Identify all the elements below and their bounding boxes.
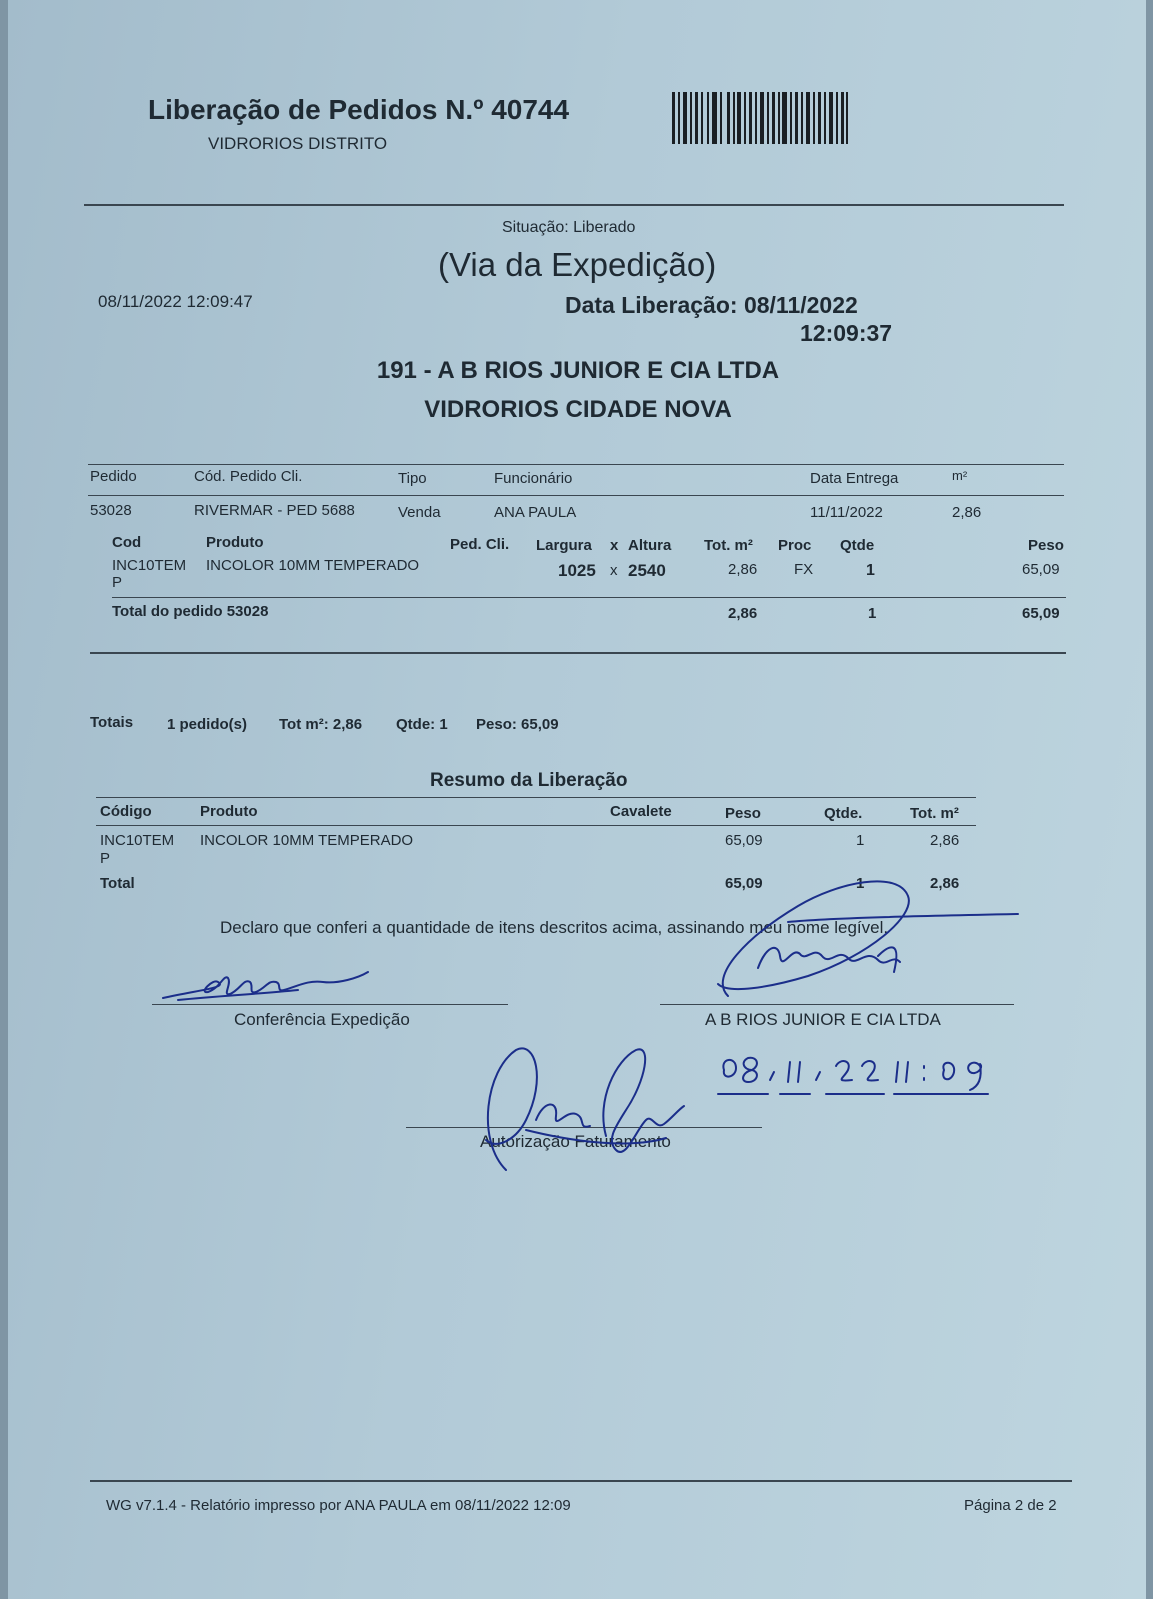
- item-cod-l2: P: [112, 574, 123, 591]
- pedido-numero: 53028: [90, 502, 132, 519]
- resumo-codigo-l2: P: [100, 850, 111, 867]
- item-x: x: [610, 562, 618, 579]
- data-entrega-valor: 11/11/2022: [810, 504, 883, 521]
- col-pedido: Pedido: [90, 468, 137, 485]
- funcionario-valor: ANA PAULA: [494, 504, 577, 521]
- cod-pedido-cli: RIVERMAR - PED 5688: [194, 502, 355, 519]
- resumo-col-codigo: Código: [100, 803, 152, 820]
- empresa-signature: [688, 876, 1028, 1006]
- item-col-tot-m2: Tot. m²: [704, 537, 753, 554]
- totais-pedidos: 1 pedido(s): [167, 716, 248, 733]
- resumo-title: Resumo da Liberação: [430, 770, 628, 791]
- data-liberacao-label: Data Liberação: 08/11/2022: [565, 292, 858, 318]
- item-col-qtde: Qtde: [840, 537, 875, 554]
- pedido-header-divider: [88, 495, 1064, 496]
- resumo-total-label: Total: [100, 875, 135, 892]
- via-label: (Via da Expedição): [438, 246, 717, 283]
- pedido-end-divider: [90, 652, 1066, 654]
- empresa-label: A B RIOS JUNIOR E CIA LTDA: [705, 1010, 941, 1029]
- item-altura: 2540: [628, 561, 666, 580]
- totais-peso: Peso: 65,09: [476, 716, 559, 733]
- col-funcionario: Funcionário: [494, 470, 573, 487]
- col-m2: m²: [952, 468, 968, 483]
- totais-label: Totais: [90, 714, 134, 731]
- document-page: [8, 0, 1146, 1599]
- resumo-qtde: 1: [856, 832, 865, 849]
- item-qtde: 1: [866, 562, 875, 579]
- item-tot-m2: 2,86: [728, 561, 758, 578]
- totais-m2: Tot m²: 2,86: [279, 716, 363, 733]
- item-col-x: x: [610, 537, 619, 554]
- data-liberacao-hora: 12:09:37: [800, 320, 893, 346]
- item-proc: FX: [794, 561, 814, 578]
- item-col-largura: Largura: [536, 537, 592, 554]
- item-cod-l1: INC10TEM: [112, 557, 187, 574]
- resumo-col-peso: Peso: [725, 805, 761, 822]
- item-total-divider: [112, 597, 1066, 598]
- total-pedido-label: Total do pedido 53028: [112, 603, 269, 620]
- item-col-peso: Peso: [1028, 537, 1064, 554]
- declaracao-text: Declaro que conferi a quantidade de itens descritos acima, assinando meu nome legível.: [220, 918, 889, 937]
- print-timestamp: 08/11/2022 12:09:47: [98, 292, 253, 311]
- col-tipo: Tipo: [398, 470, 427, 487]
- resumo-total-m2: 2,86: [930, 875, 960, 892]
- item-peso: 65,09: [1022, 561, 1060, 578]
- handwritten-date: [718, 1052, 1008, 1098]
- document-title: Liberação de Pedidos N.º 40744: [148, 94, 570, 125]
- conferencia-label: Conferência Expedição: [234, 1010, 410, 1029]
- footer-impresso: WG v7.1.4 - Relatório impresso por ANA PAULA em 08/11/2022 12:09: [106, 1497, 571, 1514]
- item-col-produto: Produto: [206, 534, 264, 551]
- resumo-tot-m2: 2,86: [930, 832, 960, 849]
- resumo-peso: 65,09: [725, 832, 763, 849]
- item-col-proc: Proc: [778, 537, 812, 554]
- totais-qtde: Qtde: 1: [396, 716, 448, 733]
- footer-divider: [90, 1480, 1072, 1482]
- m2-valor: 2,86: [952, 504, 982, 521]
- cliente-nome: 191 - A B RIOS JUNIOR E CIA LTDA: [376, 357, 780, 384]
- resumo-col-produto: Produto: [200, 803, 258, 820]
- resumo-codigo-l1: INC10TEM: [100, 832, 175, 849]
- cliente-loja: VIDRORIOS CIDADE NOVA: [424, 396, 732, 423]
- total-pedido-qtde: 1: [868, 605, 877, 622]
- item-col-ped-cli: Ped. Cli.: [450, 536, 510, 553]
- resumo-total-qtde: 1: [856, 875, 865, 892]
- pedido-table-top: [88, 464, 1064, 465]
- col-data-entrega: Data Entrega: [810, 470, 899, 487]
- resumo-total-peso: 65,09: [725, 875, 763, 892]
- resumo-table-top: [96, 797, 976, 798]
- autorizacao-label: Autorização Faturamento: [480, 1132, 671, 1151]
- company-subtitle: VIDRORIOS DISTRITO: [208, 134, 388, 153]
- resumo-produto: INCOLOR 10MM TEMPERADO: [200, 832, 414, 849]
- resumo-col-tot-m2: Tot. m²: [910, 805, 959, 822]
- resumo-col-cavalete: Cavalete: [610, 803, 672, 820]
- item-largura: 1025: [558, 561, 596, 580]
- item-produto: INCOLOR 10MM TEMPERADO: [206, 557, 420, 574]
- header-divider: [84, 204, 1064, 206]
- conferencia-signature: [158, 960, 378, 1010]
- situacao-label: Situação: Liberado: [502, 219, 636, 236]
- total-pedido-peso: 65,09: [1022, 605, 1060, 622]
- col-cod-pedido-cli: Cód. Pedido Cli.: [194, 468, 303, 485]
- autorizacao-signature: [466, 1040, 696, 1180]
- total-pedido-m2: 2,86: [728, 605, 758, 622]
- resumo-col-qtde: Qtde.: [824, 805, 863, 822]
- item-col-altura: Altura: [628, 537, 672, 554]
- barcode-icon: [672, 92, 848, 144]
- resumo-header-divider: [96, 825, 976, 826]
- footer-pagina: Página 2 de 2: [964, 1497, 1057, 1514]
- item-col-cod: Cod: [112, 534, 142, 551]
- tipo-valor: Venda: [398, 504, 441, 521]
